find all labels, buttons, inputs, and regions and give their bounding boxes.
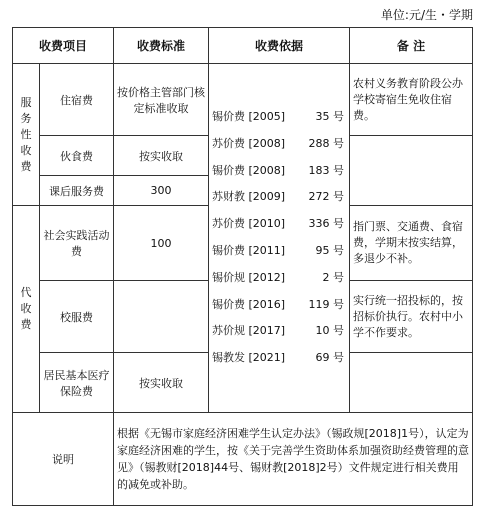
basis-list: [212, 104, 346, 372]
basis-doc: 锡价费 [2016]: [212, 297, 286, 311]
basis-doc: 苏财教 [2009]: [212, 190, 286, 204]
standard-meal: 按实收取: [114, 136, 209, 176]
header-row: [13, 28, 473, 64]
basis-num: 272 号: [308, 190, 345, 204]
basis-num: 35 号: [315, 110, 345, 124]
basis-doc: 锡价费 [2011]: [212, 244, 286, 257]
item-boarding: 住宿费: [40, 64, 114, 136]
basis-num: 69 号: [315, 351, 345, 365]
remark-meal: [350, 136, 473, 206]
basis-item: [212, 184, 346, 211]
item-medical: 居民基本医疗保险费: [40, 353, 114, 413]
header-standard: 收费标准: [114, 28, 209, 64]
standard-uniform: [114, 281, 209, 353]
basis-num: 183 号: [308, 163, 345, 177]
basis-num: 336 号: [308, 217, 345, 231]
basis-doc: 锡价费 [2008]: [212, 163, 286, 177]
summary-label: 说明: [13, 413, 114, 506]
standard-practice: 100: [114, 206, 209, 281]
basis-item: [212, 238, 346, 265]
basis-item: [212, 292, 346, 319]
basis-num: 288 号: [308, 136, 345, 150]
basis-item: [212, 158, 346, 185]
basis-num: 119 号: [308, 297, 345, 311]
header-basis: 收费依据: [209, 28, 350, 64]
basis-item: [212, 211, 346, 238]
basis-doc: 苏价费 [2010]: [212, 217, 286, 231]
basis-num: 95 号: [315, 244, 345, 257]
item-afterschool: 课后服务费: [40, 176, 114, 206]
basis-cell: [209, 64, 350, 413]
item-practice: 社会实践活动费: [40, 206, 114, 281]
basis-item: [212, 131, 346, 158]
remark-boarding: 农村义务教育阶段公办学校寄宿生免收住宿费。: [350, 64, 473, 136]
basis-doc: 锡教发 [2021]: [212, 351, 286, 365]
item-uniform: 校服费: [40, 281, 114, 353]
unit-label: 单位:元/生・学期: [380, 8, 473, 22]
basis-item: [212, 265, 346, 292]
basis-item: [212, 104, 346, 131]
header-item: 收费项目: [13, 28, 114, 64]
group-service: [13, 64, 40, 206]
basis-doc: 苏价规 [2017]: [212, 324, 286, 338]
standard-medical: 按实收取: [114, 353, 209, 413]
basis-doc: 锡价规 [2012]: [212, 270, 286, 284]
standard-boarding: 按价格主管部门核定标准收取: [114, 64, 209, 136]
item-meal: 伙食费: [40, 136, 114, 176]
basis-item: [212, 345, 346, 372]
summary-text: 根据《无锡市家庭经济困难学生认定办法》（锡政规[2018]1号），认定为家庭经济困难的学生，按《关于完善学生资助体系加强资助经费管理的意见》（锡教财[2018]44号、锡财教[2018]2号）文件规定进行相关费用的减免或补助。: [114, 413, 473, 506]
group-collect-label: 代收费: [20, 286, 32, 331]
remark-medical: [350, 353, 473, 413]
basis-item: [212, 318, 346, 345]
group-collect: [13, 206, 40, 413]
basis-doc: 锡价费 [2005]: [212, 110, 286, 124]
basis-num: 10 号: [315, 324, 345, 338]
header-remarks: 备 注: [350, 28, 473, 64]
summary-row: [13, 413, 473, 506]
group-service-label: 服务性收费: [20, 95, 32, 173]
basis-doc: 苏价费 [2008]: [212, 136, 286, 150]
standard-afterschool: 300: [114, 176, 209, 206]
fee-table: [12, 27, 473, 506]
table-row: [13, 64, 473, 136]
remark-practice: 指门票、交通费、食宿费，学期末按实结算，多退少不补。: [350, 206, 473, 281]
basis-num: 2 号: [322, 270, 345, 284]
remark-uniform: 实行统一招投标的，按招标价执行。农村中小学不作要求。: [350, 281, 473, 353]
